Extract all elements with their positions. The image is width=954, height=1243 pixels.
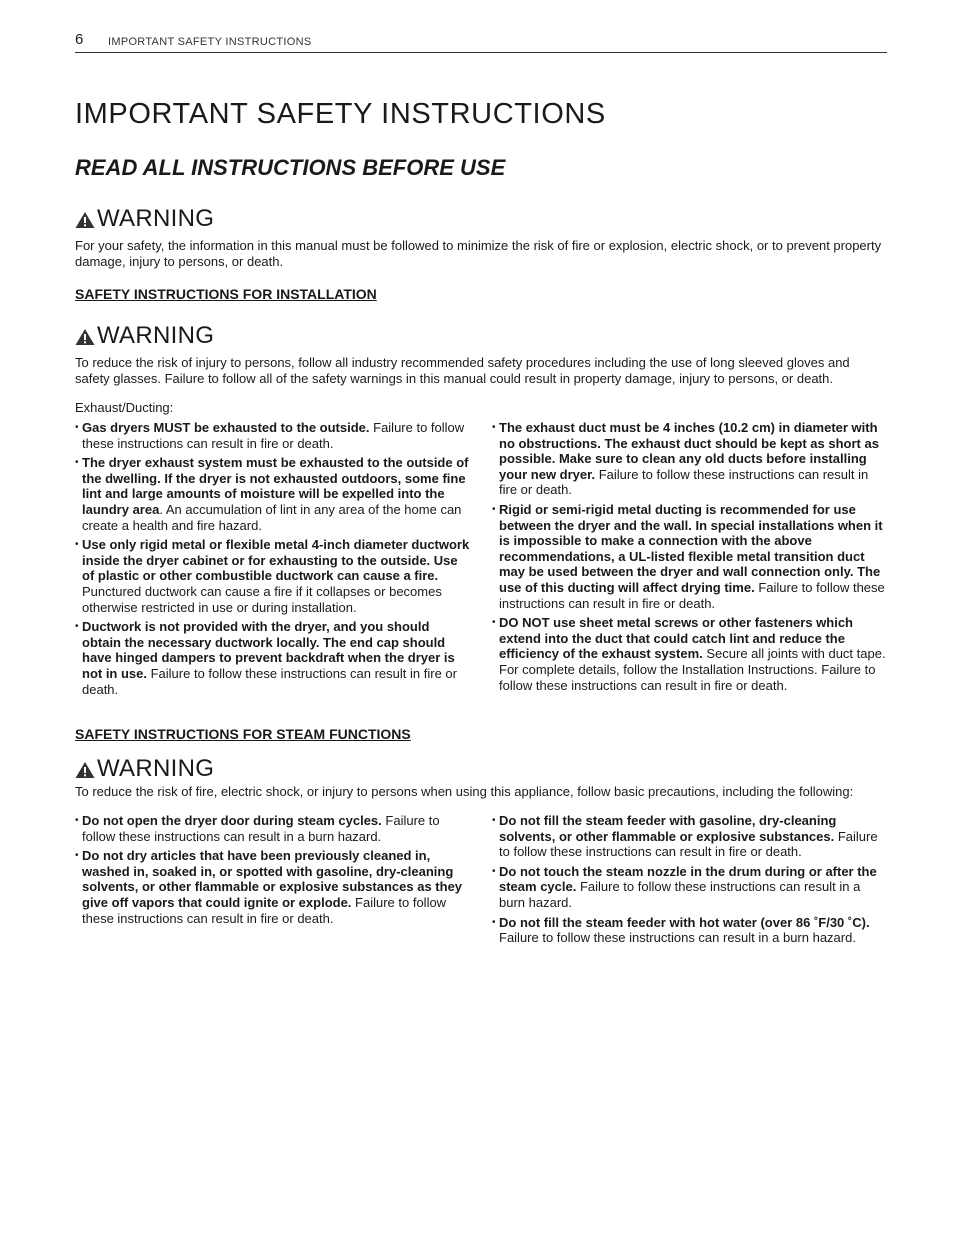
steam-left-list [75,813,471,926]
exhaust-label: Exhaust/Ducting: [75,400,174,415]
page-subtitle: READ ALL INSTRUCTIONS BEFORE USE [75,155,506,180]
page-header [75,33,887,53]
steam-heading: SAFETY INSTRUCTIONS FOR STEAM FUNCTIONS [75,726,411,742]
list-item: • Do not open the dryer door during steam cycles. Failure to follow these instructions can result in a burn hazard. [75,813,471,844]
installation-right-column [492,420,888,697]
installation-warning-text: To reduce the risk of injury to persons, follow all industry recommended safety procedures including the use of long sleeved gloves and safety glasses. Failure to follow all of the safety warnings in this manual could result in property damage, injury to persons, or death. [75,355,850,386]
steam-warning-text: To reduce the risk of fire, electric shock, or injury to persons when using this appliance, follow basic precautions, including the following: [75,784,854,799]
list-item: • Do not fill the steam feeder with hot water (over 86 ˚F/30 ˚C). Failure to follow these instructions can result in a burn hazard. [492,915,888,946]
warning-label: WARNING [97,755,215,782]
warning-label: WARNING [97,322,215,349]
list-item: • The dryer exhaust system must be exhausted to the outside of the dwelling. If the dryer is not exhausted outdoors, some fine lint and large amounts of moisture will be expelled into the laundry area. An accumulation of lint in any area of the home can create a health and fire hazard. [75,455,471,533]
warning-heading-general [75,206,214,232]
list-item: • The exhaust duct must be 4 inches (10.2 cm) in diameter with no obstructions. The exhaust duct should be kept as short as possible. Make sure to clean any old ducts before installing your new dryer. Failure to follow these instructions can result in fire or death. [492,420,888,498]
warning-triangle-icon [75,328,95,346]
intro-paragraph: For your safety, the information in this manual must be followed to minimize the risk of fire or explosion, electric shock, or to prevent property damage, injury to persons, or death. [75,238,882,269]
steam-right-list [492,813,888,946]
list-item: • Do not fill the steam feeder with gasoline, dry-cleaning solvents, or other flammable or explosive substances. Failure to follow these instructions can result in fire or death. [492,813,888,860]
warning-triangle-icon [75,761,95,779]
installation-right-list [492,420,888,693]
page-title: IMPORTANT SAFETY INSTRUCTIONS [75,98,606,130]
warning-label: WARNING [97,205,215,232]
list-item: • DO NOT use sheet metal screws or other fasteners which extend into the duct that could catch lint and reduce the efficiency of the exhaust system. Secure all joints with duct tape. For complete details, follow the Installation Instructions. Failure to follow these instructions can result in fire or death. [492,615,888,693]
list-item: • Use only rigid metal or flexible metal 4-inch diameter ductwork inside the dryer cabinet or for exhausting to the outside. Use of plastic or other combustible ductwork can cause a fire. Punctured ductwork can cause a fire if it collapses or becomes otherwise restricted in use or during installation. [75,537,471,615]
list-item: • Do not dry articles that have been previously cleaned in, washed in, soaked in, or spotted with gasoline, dry-cleaning solvents, or other flammable or explosive substances as they give off vapors that could ignite or explode. Failure to follow these instructions can result in fire or death. [75,848,471,926]
steam-left-column [75,813,471,930]
steam-right-column [492,813,888,950]
list-item: • Rigid or semi-rigid metal ducting is recommended for use between the dryer and the wall. In special installations when it is impossible to make a connection with the above recommendations, a UL-listed flexible metal transition duct may be used between the dryer and wall connection only. The use of this ducting will affect drying time. Failure to follow these instructions can result in fire or death. [492,502,888,611]
page-number: 6 [75,31,84,48]
list-item: • Ductwork is not provided with the dryer, and you should obtain the necessary ductwork locally. The end cap should have hinged dampers to prevent backdraft when the dryer is not in use. Failure to follow these instructions can result in fire or death. [75,619,471,697]
installation-left-column [75,420,471,701]
list-item: • Do not touch the steam nozzle in the drum during or after the steam cycle. Failure to follow these instructions can result in a burn hazard. [492,864,888,911]
list-item: • Gas dryers MUST be exhausted to the outside. Failure to follow these instructions can result in fire or death. [75,420,471,451]
installation-left-list [75,420,471,697]
running-title: IMPORTANT SAFETY INSTRUCTIONS [108,36,312,48]
warning-heading-steam [75,756,214,782]
installation-heading: SAFETY INSTRUCTIONS FOR INSTALLATION [75,286,377,302]
warning-heading-installation [75,323,214,349]
warning-triangle-icon [75,211,95,229]
